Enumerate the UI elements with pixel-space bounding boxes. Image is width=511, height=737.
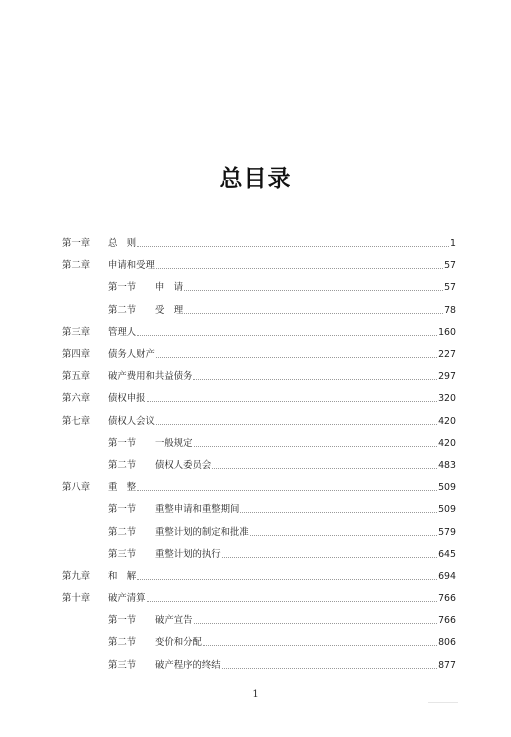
toc-entry-number: 第二节 [108, 637, 137, 649]
toc-entry-title: 重整计划的执行 [155, 548, 221, 560]
toc-entry-number: 第三节 [108, 548, 137, 560]
toc-chapter-row[interactable] [62, 477, 456, 499]
toc-entry-number: 第一节 [108, 437, 137, 449]
toc-section-row[interactable] [62, 300, 456, 322]
dot-leader [156, 357, 437, 358]
dot-leader [222, 668, 437, 669]
toc-entry-page: 645 [438, 548, 456, 560]
dot-leader [194, 623, 438, 624]
toc-entry-number: 第十章 [62, 593, 91, 605]
dot-leader [222, 557, 437, 558]
toc-entry-number: 第九章 [62, 570, 91, 582]
toc-entry-page: 766 [438, 593, 456, 605]
toc-entry-title: 申 请 [155, 282, 184, 294]
dot-leader [137, 579, 437, 580]
toc-entry-title: 变价和分配 [155, 637, 202, 649]
toc-entry-title: 和 解 [108, 570, 137, 582]
toc-entry-number: 第四章 [62, 349, 91, 361]
toc-entry-title: 破产宣告 [155, 615, 193, 627]
toc-entry-number: 第六章 [62, 393, 91, 405]
toc-entry-title: 重整申请和重整期间 [155, 504, 240, 516]
toc-entry-title: 债权人委员会 [155, 459, 212, 471]
toc-section-row[interactable] [62, 610, 456, 632]
toc-chapter-row[interactable] [62, 588, 456, 610]
dot-leader [184, 313, 443, 314]
toc-entry-page: 160 [438, 326, 456, 338]
dot-leader [137, 335, 437, 336]
toc-chapter-row[interactable] [62, 233, 456, 255]
toc-entry-page: 877 [438, 659, 456, 671]
page-number: 1 [252, 689, 259, 700]
toc-section-row[interactable] [62, 455, 456, 477]
toc-entry-title: 申请和受理 [108, 260, 155, 272]
toc-chapter-row[interactable] [62, 566, 456, 588]
toc-entry-page: 420 [438, 437, 456, 449]
toc-section-row[interactable] [62, 277, 456, 299]
toc-entry-page: 78 [444, 304, 456, 316]
toc-entry-title: 管理人 [108, 326, 137, 338]
toc-entry-page: 227 [438, 349, 456, 361]
toc-chapter-row[interactable] [62, 388, 456, 410]
toc-entry-number: 第七章 [62, 415, 91, 427]
toc-entry-page: 320 [438, 393, 456, 405]
dot-leader [137, 246, 449, 247]
toc-entry-page: 509 [438, 504, 456, 516]
dot-leader [147, 601, 438, 602]
toc-entry-title: 债务人财产 [108, 349, 155, 361]
toc-entry-title: 破产费用和共益债务 [108, 371, 193, 383]
toc-chapter-row[interactable] [62, 344, 456, 366]
dot-leader [184, 290, 443, 291]
toc-entry-number: 第二章 [62, 260, 91, 272]
toc-entry-page: 509 [438, 482, 456, 494]
toc-section-row[interactable] [62, 521, 456, 543]
toc-section-row[interactable] [62, 632, 456, 654]
toc-section-row[interactable] [62, 433, 456, 455]
toc-entry-title: 受 理 [155, 304, 184, 316]
toc-chapter-row[interactable] [62, 322, 456, 344]
toc-entry-number: 第一节 [108, 504, 137, 516]
dot-leader [194, 446, 438, 447]
toc-entry-title: 总 则 [108, 238, 137, 250]
toc-chapter-row[interactable] [62, 255, 456, 277]
toc-entry-number: 第三章 [62, 326, 91, 338]
dot-leader [147, 401, 438, 402]
toc-entry-page: 579 [438, 526, 456, 538]
toc-entry-number: 第五章 [62, 371, 91, 383]
dot-leader [240, 512, 437, 513]
toc-chapter-row[interactable] [62, 366, 456, 388]
toc-section-row[interactable] [62, 544, 456, 566]
toc-entry-number: 第一章 [62, 238, 91, 250]
toc-entry-title: 一般规定 [155, 437, 193, 449]
toc-entry-title: 债权申报 [108, 393, 146, 405]
toc-entry-number: 第二节 [108, 304, 137, 316]
dot-leader [203, 645, 437, 646]
dot-leader [212, 468, 437, 469]
toc-entry-number: 第八章 [62, 482, 91, 494]
toc-entry-page: 1 [450, 238, 456, 250]
table-of-contents [62, 233, 456, 677]
toc-entry-page: 57 [444, 282, 456, 294]
dot-leader [156, 424, 437, 425]
toc-entry-number: 第二节 [108, 526, 137, 538]
toc-chapter-row[interactable] [62, 411, 456, 433]
toc-section-row[interactable] [62, 655, 456, 677]
toc-entry-title: 破产清算 [108, 593, 146, 605]
toc-entry-page: 420 [438, 415, 456, 427]
toc-section-row[interactable] [62, 499, 456, 521]
toc-entry-page: 694 [438, 570, 456, 582]
toc-entry-title: 破产程序的终结 [155, 659, 221, 671]
toc-entry-title: 重 整 [108, 482, 137, 494]
toc-entry-number: 第一节 [108, 615, 137, 627]
toc-entry-page: 297 [438, 371, 456, 383]
dot-leader [137, 490, 437, 491]
footer-rule [428, 702, 458, 703]
toc-entry-number: 第三节 [108, 659, 137, 671]
toc-entry-page: 766 [438, 615, 456, 627]
toc-entry-page: 57 [444, 260, 456, 272]
toc-entry-number: 第二节 [108, 459, 137, 471]
toc-entry-title: 债权人会议 [108, 415, 155, 427]
toc-entry-page: 806 [438, 637, 456, 649]
dot-leader [193, 379, 437, 380]
toc-entry-title: 重整计划的制定和批准 [155, 526, 249, 538]
toc-entry-number: 第一节 [108, 282, 137, 294]
page-title: 总目录 [219, 165, 292, 192]
dot-leader [250, 535, 437, 536]
dot-leader [156, 268, 443, 269]
toc-entry-page: 483 [438, 459, 456, 471]
